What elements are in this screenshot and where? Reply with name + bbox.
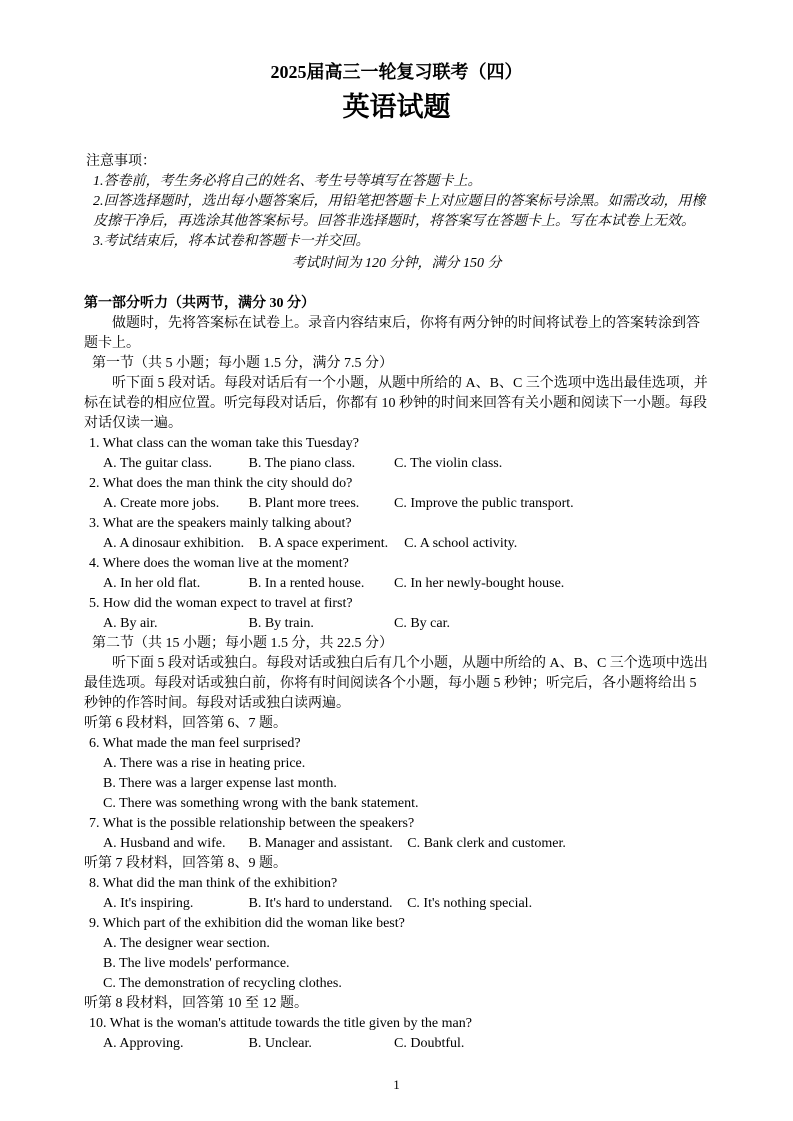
question-5-options (84, 614, 709, 634)
question-10-option-b: B. Unclear. (248, 1036, 312, 1051)
exam-title: 2025届高三一轮复习联考（四） (270, 62, 523, 82)
notice-item-3: 3.考试结束后，将本试卷和答题卡一并交回。 (93, 234, 370, 249)
question-1-text: 1. What class can the woman take this Tuesday? (89, 436, 359, 451)
question-4-options (84, 574, 709, 594)
question-8-option-a: A. It's inspiring. (103, 896, 194, 911)
question-6-option-b: B. There was a larger expense last month. (103, 776, 337, 791)
question-4-option-a: A. In her old flat. (103, 576, 201, 591)
question-5-option-a: A. By air. (103, 616, 158, 631)
question-3 (84, 514, 709, 554)
question-1 (84, 434, 709, 474)
question-10-text: 10. What is the woman's attitude towards the title given by the man? (89, 1016, 472, 1031)
question-5-option-c: C. By car. (394, 616, 450, 631)
question-2-option-c: C. Improve the public transport. (394, 496, 574, 511)
question-1-options (84, 454, 709, 474)
notice-item-2: 2.回答选择题时，选出每小题答案后，用铅笔把答题卡上对应题目的答案标号涂黑。如需改动，用橡皮擦干净后，再选涂其他答案标号。回答非选择题时，将答案写在答题卡上。写在本试卷上无效。 (93, 194, 706, 229)
question-5-text: 5. How did the woman expect to travel at first? (89, 596, 353, 611)
question-6-text: 6. What made the man feel surprised? (89, 736, 301, 751)
section2-intro: 听下面 5 段对话或独白。每段对话或独白后有几个小题，从题中所给的 A、B、C 三个选项中选出最佳选项。每段对话或独白前，你将有时间阅读各个小题，每小题 5 秒钟；听完后，各小题将给出 5 秒钟的作答时间。每段对话或独白读两遍。 (84, 656, 708, 711)
question-7-text: 7. What is the possible relationship between the speakers? (89, 816, 415, 831)
question-6 (84, 734, 709, 814)
question-3-options (84, 534, 709, 554)
question-7-options (84, 834, 709, 854)
question-4-text: 4. Where does the woman live at the moment? (89, 556, 349, 571)
question-9-option-c: C. The demonstration of recycling clothes. (103, 976, 342, 991)
question-2-options (84, 494, 709, 514)
material-8-line: 听第 8 段材料，回答第 10 至 12 题。 (84, 996, 308, 1011)
notice-item-1: 1.答卷前，考生务必将自己的姓名、考生号等填写在答题卡上。 (93, 174, 482, 189)
question-3-option-b: B. A space experiment. (258, 536, 389, 551)
question-2 (84, 474, 709, 514)
exam-subtitle: 英语试题 (342, 92, 451, 122)
exam-duration-info: 考试时间为 120 分钟，满分 150 分 (291, 256, 502, 271)
question-5 (84, 594, 709, 634)
question-1-option-c: C. The violin class. (394, 456, 503, 471)
section1-header: 第一节（共 5 小题；每小题 1.5 分，满分 7.5 分） (92, 356, 393, 371)
question-4 (84, 554, 709, 594)
question-7-option-b: B. Manager and assistant. (248, 836, 393, 851)
question-2-option-b: B. Plant more trees. (248, 496, 360, 511)
question-10-option-a: A. Approving. (103, 1036, 184, 1051)
material-7-line: 听第 7 段材料，回答第 8、9 题。 (84, 856, 287, 871)
section2-header: 第二节（共 15 小题；每小题 1.5 分，共 22.5 分） (92, 636, 393, 651)
question-9 (84, 914, 709, 994)
question-8 (84, 874, 709, 914)
question-1-option-b: B. The piano class. (248, 456, 356, 471)
question-10 (84, 1014, 709, 1054)
question-8-option-b: B. It's hard to understand. (248, 896, 393, 911)
question-9-text: 9. Which part of the exhibition did the woman like best? (89, 916, 405, 931)
question-8-text: 8. What did the man think of the exhibition? (89, 876, 338, 891)
question-2-text: 2. What does the man think the city should do? (89, 476, 353, 491)
question-5-option-b: B. By train. (248, 616, 314, 631)
question-8-option-c: C. It's nothing special. (407, 896, 533, 911)
question-10-option-c: C. Doubtful. (394, 1036, 465, 1051)
page-number: 1 (393, 1077, 400, 1092)
question-10-options (84, 1034, 709, 1054)
notice-header: 注意事项： (86, 154, 156, 169)
question-3-text: 3. What are the speakers mainly talking about? (89, 516, 352, 531)
part1-intro: 做题时，先将答案标在试卷上。录音内容结束后，你将有两分钟的时间将试卷上的答案转涂到答题卡上。 (84, 316, 700, 351)
question-6-option-c: C. There was something wrong with the bank statement. (103, 796, 419, 811)
question-3-option-c: C. A school activity. (404, 536, 518, 551)
question-6-options (84, 754, 709, 814)
question-7-option-a: A. Husband and wife. (103, 836, 226, 851)
question-8-options (84, 894, 709, 914)
part1-header: 第一部分听力（共两节，满分 30 分） (84, 296, 315, 311)
question-6-option-a: A. There was a rise in heating price. (103, 756, 306, 771)
question-3-option-a: A. A dinosaur exhibition. (103, 536, 245, 551)
question-7-option-c: C. Bank clerk and customer. (407, 836, 566, 851)
question-7 (84, 814, 709, 854)
question-9-option-b: B. The live models' performance. (103, 956, 290, 971)
question-4-option-b: B. In a rented house. (248, 576, 365, 591)
question-1-option-a: A. The guitar class. (103, 456, 212, 471)
question-9-options (84, 934, 709, 994)
question-4-option-c: C. In her newly-bought house. (394, 576, 565, 591)
question-2-option-a: A. Create more jobs. (103, 496, 220, 511)
section1-intro: 听下面 5 段对话。每段对话后有一个小题，从题中所给的 A、B、C 三个选项中选出最佳选项，并标在试卷的相应位置。听完每段对话后，你都有 10 秒钟的时间来回答有关小题和阅读下一小题。每段对话仅读一遍。 (84, 376, 708, 431)
question-9-option-a: A. The designer wear section. (103, 936, 270, 951)
material-6-line: 听第 6 段材料，回答第 6、7 题。 (84, 716, 287, 731)
